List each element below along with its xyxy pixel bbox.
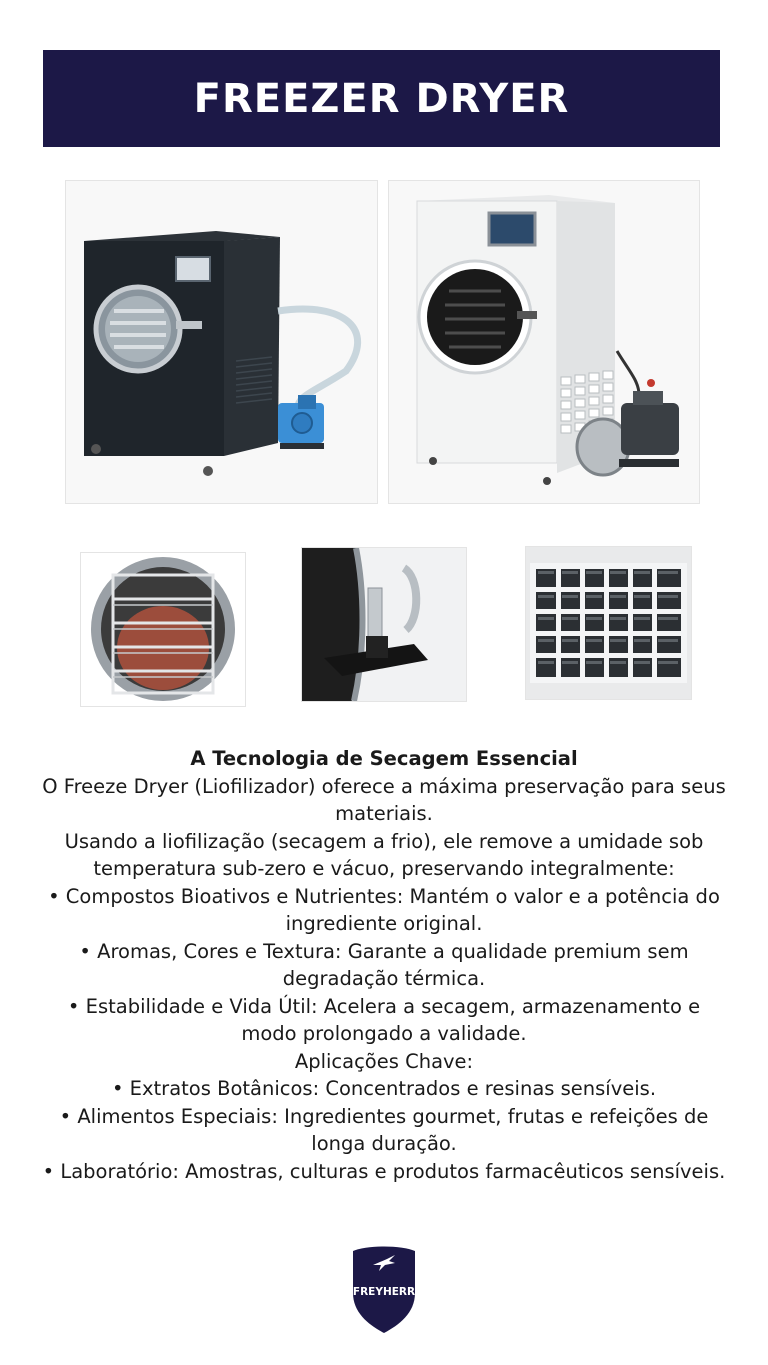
door-handle-illustration [302,548,466,701]
method-text: Usando a liofilização (secagem a frio), ele remove a umidade sob temperatura sub-zero e vácuo, preservando integralmente: [64,829,704,880]
ventilation-grille-image [525,546,692,700]
door-handle-image [301,547,467,702]
description-block [40,745,728,1185]
brand-name: FREYHERR [352,1286,416,1298]
shield-logo [349,1243,419,1333]
black-freeze-dryer-illustration [66,181,377,503]
benefit-item: • Compostos Bioativos e Nutrientes: Mantém o valor e a potência do ingrediente original. [48,884,720,935]
benefit-item: • Aromas, Cores e Textura: Garante a qualidade premium sem degradação térmica. [79,939,689,990]
title-banner [43,50,720,147]
white-freeze-dryer-illustration [389,181,699,503]
brand-logo [349,1243,419,1333]
white-freeze-dryer-image [388,180,700,504]
black-freeze-dryer-image [65,180,378,504]
benefit-item: • Estabilidade e Vida Útil: Acelera a secagem, armazenamento e modo prolongado a validade. [67,994,701,1045]
page-title: FREEZER DRYER [193,75,570,122]
section-heading: A Tecnologia de Secagem Essencial [190,747,578,770]
chamber-shelves-image [80,552,246,707]
ventilation-grille-illustration [526,547,691,699]
intro-text: O Freeze Dryer (Liofilizador) oferece a máxima preservação para seus materiais. [42,774,726,825]
applications-title: Aplicações Chave: [294,1049,474,1073]
chamber-shelves-illustration [81,553,245,706]
application-item: • Laboratório: Amostras, culturas e produtos farmacêuticos sensíveis. [42,1159,726,1183]
application-item: • Extratos Botânicos: Concentrados e resinas sensíveis. [111,1077,657,1100]
application-item: • Alimentos Especiais: Ingredientes gourmet, frutas e refeições de longa duração. [59,1104,709,1155]
